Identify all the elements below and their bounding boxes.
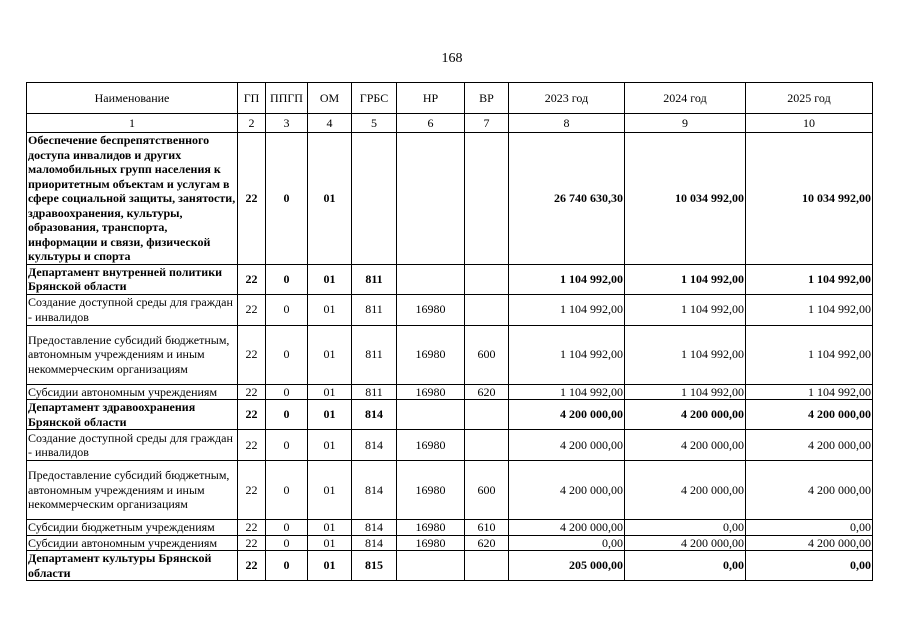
col-header-gp: ГП [238, 83, 266, 114]
row-amount-2023: 4 200 000,00 [509, 461, 625, 520]
row-amount-2024: 0,00 [625, 551, 746, 581]
row-nr: 16980 [397, 430, 465, 461]
page-number: 168 [441, 51, 463, 66]
col-header-2025: 2025 год [746, 83, 873, 114]
row-ppgp: 0 [266, 430, 308, 461]
row-grbs: 814 [352, 430, 397, 461]
col-header-vr: ВР [465, 83, 509, 114]
row-vr [465, 294, 509, 325]
table-row [27, 461, 873, 520]
row-ppgp: 0 [266, 384, 308, 400]
row-amount-2024: 1 104 992,00 [625, 384, 746, 400]
row-grbs: 811 [352, 384, 397, 400]
column-number: 4 [308, 114, 352, 133]
row-amount-2025: 4 200 000,00 [746, 461, 873, 520]
row-om: 01 [308, 551, 352, 581]
row-name: Субсидии автономным учреждениям [27, 535, 238, 551]
row-nr: 16980 [397, 325, 465, 384]
col-header-2024: 2024 год [625, 83, 746, 114]
row-amount-2023: 1 104 992,00 [509, 294, 625, 325]
row-amount-2025: 4 200 000,00 [746, 430, 873, 461]
row-ppgp: 0 [266, 133, 308, 265]
row-gp: 22 [238, 430, 266, 461]
row-gp: 22 [238, 133, 266, 265]
column-number: 8 [509, 114, 625, 133]
row-name: Субсидии автономным учреждениям [27, 384, 238, 400]
row-amount-2025: 4 200 000,00 [746, 535, 873, 551]
row-name: Предоставление субсидий бюджетным, автономным учреждениям и иным некоммерческим организациям [27, 325, 238, 384]
row-nr [397, 400, 465, 430]
row-amount-2025: 10 034 992,00 [746, 133, 873, 265]
row-gp: 22 [238, 520, 266, 536]
row-om: 01 [308, 400, 352, 430]
table-row [27, 384, 873, 400]
row-ppgp: 0 [266, 400, 308, 430]
row-om: 01 [308, 294, 352, 325]
row-amount-2023: 26 740 630,30 [509, 133, 625, 265]
table-row [27, 133, 873, 265]
column-number: 5 [352, 114, 397, 133]
row-amount-2023: 0,00 [509, 535, 625, 551]
row-ppgp: 0 [266, 551, 308, 581]
column-numbering-row [27, 114, 873, 133]
row-grbs: 814 [352, 520, 397, 536]
row-name: Предоставление субсидий бюджетным, автономным учреждениям и иным некоммерческим организациям [27, 461, 238, 520]
row-vr: 610 [465, 520, 509, 536]
row-om: 01 [308, 535, 352, 551]
row-amount-2025: 1 104 992,00 [746, 294, 873, 325]
table-row [27, 294, 873, 325]
table-row [27, 325, 873, 384]
row-om: 01 [308, 430, 352, 461]
table-row [27, 520, 873, 536]
row-ppgp: 0 [266, 520, 308, 536]
row-name: Департамент культуры Брянской области [27, 551, 238, 581]
row-grbs: 814 [352, 400, 397, 430]
col-header-grbs: ГРБС [352, 83, 397, 114]
column-number: 6 [397, 114, 465, 133]
row-nr: 16980 [397, 520, 465, 536]
row-vr: 600 [465, 461, 509, 520]
column-number: 3 [266, 114, 308, 133]
row-grbs: 811 [352, 294, 397, 325]
col-header-name: Наименование [27, 83, 238, 114]
row-nr: 16980 [397, 535, 465, 551]
row-vr [465, 430, 509, 461]
row-amount-2023: 4 200 000,00 [509, 430, 625, 461]
column-number: 7 [465, 114, 509, 133]
row-vr: 620 [465, 384, 509, 400]
row-amount-2025: 1 104 992,00 [746, 384, 873, 400]
row-vr: 600 [465, 325, 509, 384]
row-amount-2024: 0,00 [625, 520, 746, 536]
row-amount-2024: 4 200 000,00 [625, 400, 746, 430]
row-vr [465, 264, 509, 294]
row-amount-2023: 4 200 000,00 [509, 520, 625, 536]
column-number: 2 [238, 114, 266, 133]
row-gp: 22 [238, 384, 266, 400]
row-amount-2025: 4 200 000,00 [746, 400, 873, 430]
row-nr: 16980 [397, 384, 465, 400]
row-om: 01 [308, 461, 352, 520]
row-grbs: 814 [352, 535, 397, 551]
row-vr [465, 551, 509, 581]
col-header-ppgp: ППГП [266, 83, 308, 114]
row-gp: 22 [238, 264, 266, 294]
budget-table [26, 82, 873, 581]
row-ppgp: 0 [266, 294, 308, 325]
row-amount-2023: 1 104 992,00 [509, 384, 625, 400]
row-name: Департамент здравоохранения Брянской области [27, 400, 238, 430]
row-amount-2025: 0,00 [746, 520, 873, 536]
row-vr [465, 133, 509, 265]
row-om: 01 [308, 264, 352, 294]
row-amount-2023: 1 104 992,00 [509, 264, 625, 294]
row-gp: 22 [238, 325, 266, 384]
row-grbs [352, 133, 397, 265]
row-om: 01 [308, 520, 352, 536]
row-amount-2024: 1 104 992,00 [625, 264, 746, 294]
row-om: 01 [308, 384, 352, 400]
row-nr [397, 264, 465, 294]
column-number: 1 [27, 114, 238, 133]
row-gp: 22 [238, 400, 266, 430]
col-header-nr: НР [397, 83, 465, 114]
row-om: 01 [308, 325, 352, 384]
row-gp: 22 [238, 461, 266, 520]
row-amount-2023: 205 000,00 [509, 551, 625, 581]
row-amount-2024: 4 200 000,00 [625, 535, 746, 551]
row-ppgp: 0 [266, 264, 308, 294]
row-vr [465, 400, 509, 430]
row-amount-2024: 10 034 992,00 [625, 133, 746, 265]
column-number: 9 [625, 114, 746, 133]
row-name: Субсидии бюджетным учреждениям [27, 520, 238, 536]
row-ppgp: 0 [266, 535, 308, 551]
row-name: Департамент внутренней политики Брянской области [27, 264, 238, 294]
table-row [27, 551, 873, 581]
header-row [27, 83, 873, 114]
row-amount-2024: 1 104 992,00 [625, 325, 746, 384]
table-row [27, 535, 873, 551]
row-vr: 620 [465, 535, 509, 551]
row-name: Создание доступной среды для граждан - инвалидов [27, 430, 238, 461]
row-ppgp: 0 [266, 325, 308, 384]
row-grbs: 814 [352, 461, 397, 520]
row-gp: 22 [238, 535, 266, 551]
row-nr: 16980 [397, 461, 465, 520]
row-gp: 22 [238, 551, 266, 581]
row-nr: 16980 [397, 294, 465, 325]
table-row [27, 400, 873, 430]
row-amount-2024: 4 200 000,00 [625, 430, 746, 461]
row-amount-2025: 1 104 992,00 [746, 264, 873, 294]
table-row [27, 430, 873, 461]
col-header-2023: 2023 год [509, 83, 625, 114]
row-nr [397, 133, 465, 265]
row-name: Обеспечение беспрепятственного доступа инвалидов и других маломобильных групп населения к приоритетным объектам и услугам в сфере социальной защиты, занятости, здравоохранения, культуры, образования, транспорта, информации и связи, физической культуры и спорта [27, 133, 238, 265]
row-amount-2025: 0,00 [746, 551, 873, 581]
row-amount-2023: 1 104 992,00 [509, 325, 625, 384]
row-grbs: 815 [352, 551, 397, 581]
column-number: 10 [746, 114, 873, 133]
col-header-om: ОМ [308, 83, 352, 114]
table-row [27, 264, 873, 294]
row-amount-2023: 4 200 000,00 [509, 400, 625, 430]
row-nr [397, 551, 465, 581]
row-amount-2025: 1 104 992,00 [746, 325, 873, 384]
row-ppgp: 0 [266, 461, 308, 520]
row-name: Создание доступной среды для граждан - инвалидов [27, 294, 238, 325]
row-grbs: 811 [352, 264, 397, 294]
row-om: 01 [308, 133, 352, 265]
row-amount-2024: 1 104 992,00 [625, 294, 746, 325]
row-grbs: 811 [352, 325, 397, 384]
row-amount-2024: 4 200 000,00 [625, 461, 746, 520]
row-gp: 22 [238, 294, 266, 325]
